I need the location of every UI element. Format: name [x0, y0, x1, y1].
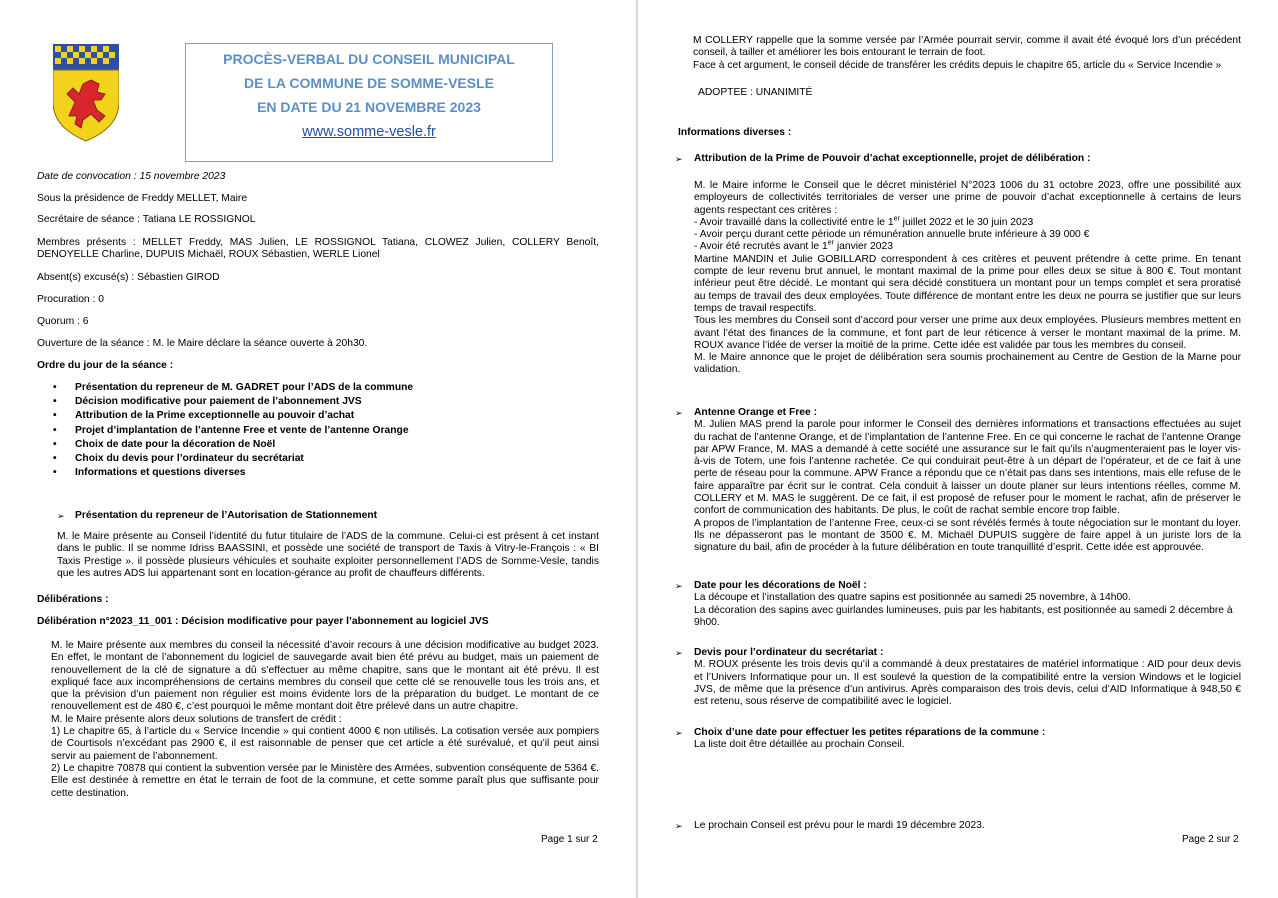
coat-of-arms-logo: [53, 44, 119, 142]
devis-title: Devis pour l’ordinateur du secrétariat :: [694, 647, 884, 658]
bullet-icon: •: [53, 382, 57, 393]
agenda-list: [53, 381, 555, 480]
prime-paragraph: Martine MANDIN et Julie GOBILLARD correspondent à ces critères et peuvent prétendre à cette prime. En tenant compte de leur revenu brut annuel, le montant maximal de la prime pour elles deux se situe à 800 €. Tout montant inférieur peut être décidé. Le montant qui sera décidé constituera un montant pour un temps complet et sera proratisé au temps de travail des deux employées. Toute différence de montant entre les deux ne pourra se justifier que sur leurs temps de travail respectifs.: [694, 253, 1241, 314]
arrow-bullet-icon: ➢: [675, 648, 683, 658]
title-line-2: DE LA COMMUNE DE SOMME-VESLE: [244, 75, 494, 91]
arrow-bullet-icon: ➢: [675, 821, 683, 831]
bullet-icon: •: [53, 424, 57, 436]
list-item: • Présentation du repreneur de M. GADRET pour l’ADS de la commune: [75, 381, 555, 395]
secretaire: Secrétaire de séance : Tatiana LE ROSSIGNOL: [37, 214, 256, 225]
repreneur-text: M. le Maire présente au Conseil l’identité du futur titulaire de l’ADS de la commune. Celui-ci est présent à cet instant dans le public. Il se nomme Idriss BAASSINI, et possède une société de transport de Taxis à Vitry-le-François : « BI Taxis Prestige ». il possède plusieurs véhicules et souhaite exploiter personnellement l’ADS de Somme-Vesle, tandis que les autres ADS lui appartenant sont en location-gérance au profit de chauffeurs différents.: [57, 531, 599, 579]
antenne-paragraph: M. Julien MAS prend la parole pour informer le Conseil des dernières informations et transactions effectuées au sujet du rachat de l’antenne Orange, et de l’implantation de l’antenne Free. En ce qui concerne le rachat de l’antenne Orange par APW France, M. MAS a demandé à cette société une assurance sur le fait qu’ils n’augmenteraient pas le loyer vis-à-vis de Totem, une fois l’antenne rachetée. Ce qui conduirait peut-être à un départ de l’opérateur, et de ce fait à une perte de réseau pour la commune. APW France a répondu que ce n’était pas dans ses intentions, mais elle refuse de le faire apparaître par écrit sur le contrat. Cela conduit à laisser un doute planer sur leurs intentions réelles, comme M. COLLERY et M. MAS le suggèrent. De ce fait, il est proposé de refuser pour le moment le rachat, afin de préserver le confort de communication des habitants. De plus, le coût de rachat semble encore trop faible.: [694, 419, 1241, 517]
deliberations-title: Délibérations :: [37, 594, 109, 605]
collery-paragraph: M COLLERY rappelle que la somme versée par l’Armée pourrait servir, comme il avait été évoqué lors d’un précédent conseil, à tailler et améliorer les bois entourant le terrain de foot.: [693, 35, 1241, 59]
prime-title: Attribution de la Prime de Pouvoir d’achat exceptionnelle, projet de délibération :: [694, 153, 1091, 164]
list-item: • Choix de date pour la décoration de Noël: [75, 438, 555, 452]
procuration: Procuration : 0: [37, 294, 104, 305]
arrow-bullet-icon: ➢: [57, 511, 65, 521]
deliberation-paragraph: M. le Maire présente aux membres du conseil la nécessité d’avoir recours à une décision modificative au budget 2023. En effet, le montant de l’abonnement du logiciel de sauvegarde avait bien été prévu au budget, mais un paiement de renouvellement de la clé de signature a dû s’effectuer au même chapitre, sans que le montant ait été prévu. Il est expliqué face aux incompréhensions de certains membres du conseil que cette clé se renouvelle tous les trois ans, et que la prévision d’un paiement non régulier est moins évidente lors de la préparation du budget. Le montant de ce renouvellement est de 480 €, c’est pourquoi le même montant doit être prélevé dans un autre chapitre.: [51, 640, 599, 713]
ordre-du-jour-title: Ordre du jour de la séance :: [37, 360, 174, 371]
prime-criterion: - Avoir été recrutés avant le 1er janvier 2023: [694, 240, 893, 253]
ouverture: Ouverture de la séance : M. le Maire déclare la séance ouverte à 20h30.: [37, 338, 368, 349]
bullet-icon: •: [53, 410, 57, 422]
devis-paragraph: M. ROUX présente les trois devis qu’il a commandé à deux prestataires de matériel informatique : AID pour deux devis et l’Univers Informatique pour un. Il est soulevé la question de la compatibilité entre la version Windows et le logiciel JVS, de même que la présence d’un antivirus. Après comparaison des trois devis, celui d’AID Informatique à 948,50 € est retenu, sous réserve de compatibilité avec le logiciel.: [694, 659, 1241, 708]
document-title-box: [185, 43, 553, 162]
noel-section: [694, 580, 1241, 629]
deliberation-title: Délibération n°2023_11_001 : Décision modificative pour payer l’abonnement au logiciel JVS: [37, 616, 489, 627]
antenne-title: Antenne Orange et Free :: [694, 407, 818, 418]
bullet-icon: •: [53, 438, 57, 450]
list-item: • Décision modificative pour paiement de l’abonnement JVS: [75, 395, 555, 409]
prime-paragraph: M. le Maire informe le Conseil que le décret ministériel N°2023 1006 du 31 octobre 2023, offre une possibilité aux employeurs de collectivités territoriales de verser une prime de pouvoir d’achat exceptionnelle à certains de leurs agents respectant ces critères :: [694, 180, 1241, 216]
page-1: [0, 0, 636, 898]
deliberation-body: [51, 640, 599, 800]
page-number: Page 1 sur 2: [541, 834, 598, 845]
bullet-icon: •: [53, 453, 57, 465]
reparations-paragraph: La liste doit être détaillée au prochain Conseil.: [694, 739, 905, 751]
arrow-bullet-icon: ➢: [675, 581, 683, 591]
noel-paragraph: La décoration des sapins avec guirlandes lumineuses, puis par les habitants, est positionnée au samedi 2 décembre à 9h00.: [694, 604, 1233, 628]
deliberation-paragraph: M. le Maire présente alors deux solutions de transfert de crédit :: [51, 713, 342, 725]
arrow-bullet-icon: ➢: [675, 728, 683, 738]
quorum: Quorum : 6: [37, 316, 89, 327]
bullet-icon: •: [53, 396, 57, 408]
reparations-title: Choix d’une date pour effectuer les petites réparations de la commune :: [694, 727, 1046, 738]
arrow-bullet-icon: ➢: [675, 154, 683, 164]
noel-paragraph: La découpe et l’installation des quatre sapins est positionnée au samedi 25 novembre, à 14h00.: [694, 592, 1131, 604]
prime-paragraph: Tous les membres du Conseil sont d’accord pour verser une prime aux deux employées. Plusieurs membres mettent en avant l’état des finances de la commune, et font part de leur réticence à verser le montant maximal de la prime. M. ROUX avance l’idée de verser la moitié de la prime. Cette idée est validée par tous les membres du conseil.: [694, 315, 1241, 351]
prime-criterion: - Avoir travaillé dans la collectivité entre le 1er juillet 2022 et le 30 juin 2023: [694, 215, 1034, 228]
deliberation-paragraph: 1) Le chapitre 65, à l’article du « Service Incendie » qui contient 4000 € non utilisés. La cotisation versée aux pompiers de Courtisols n’excédant pas 2900 €, il est raisonnable de penser que cet article a été surévalué, et qu’il peut ainsi servir au paiement de l’abonnement.: [51, 726, 599, 762]
prime-criterion: - Avoir perçu durant cette période un rémunération annuelle brute inférieure à 39 000 €: [694, 229, 1090, 241]
face-paragraph: Face à cet argument, le conseil décide de transférer les crédits depuis le chapitre 65, article du « Service Incendie »: [693, 59, 1222, 71]
presidence: Sous la présidence de Freddy MELLET, Maire: [37, 193, 248, 204]
adoptee-status: ADOPTEE : UNANIMITÉ: [698, 87, 813, 98]
deliberation-paragraph: 2) Le chapitre 70878 qui contient la subvention versée par le Ministère des Armées, subvention conséquente de 5364 €. Elle est destinée à remettre en état le terrain de foot de la commune, et cette somme paraît plus que suffisante pour cette destination.: [51, 762, 599, 799]
list-item: • Projet d’implantation de l’antenne Free et vente de l’antenne Orange: [75, 424, 555, 438]
page-number: Page 2 sur 2: [1182, 834, 1239, 845]
convocation-date: Date de convocation : 15 novembre 2023: [37, 171, 226, 182]
devis-section: [694, 647, 1241, 708]
title-line-3: EN DATE DU 21 NOVEMBRE 2023: [257, 99, 481, 115]
website-link[interactable]: www.somme-vesle.fr: [302, 124, 436, 140]
list-item: • Attribution de la Prime exceptionnelle au pouvoir d’achat: [75, 409, 555, 423]
page-2: [638, 0, 1278, 898]
list-item: • Choix du devis pour l’ordinateur du secrétariat: [75, 452, 555, 466]
prime-paragraph: M. le Maire annonce que le projet de délibération sera soumis prochainement au Centre de Gestion de la Marne pour validation.: [694, 352, 1241, 376]
repreneur-title: Présentation du repreneur de l’Autorisation de Stationnement: [75, 510, 378, 521]
membres-presents: Membres présents : MELLET Freddy, MAS Julien, LE ROSSIGNOL Tatiana, CLOWEZ Julien, COLLERY Benoît, DENOYELLE Charline, DUPUIS Michaël, ROUX Sébastien, WERLE Lionel: [37, 237, 599, 261]
collery-block: [693, 35, 1241, 72]
antenne-section: [694, 407, 1241, 555]
bullet-icon: •: [53, 467, 57, 479]
noel-title: Date pour les décorations de Noël :: [694, 580, 867, 591]
antenne-paragraph: A propos de l’implantation de l’antenne Free, ceux-ci se sont révélés fermés à toute négociation sur le montant du loyer. Ils ne dépasseront pas le montant de 3500 €. M. Michaël DUPUIS suggère de faire appel à un juriste lors de la signature du bail, afin de procéder à la future délibération en toute tranquillité d’esprit. Cette idée est approuvée.: [694, 517, 1241, 554]
arrow-bullet-icon: ➢: [675, 408, 683, 418]
prochain-conseil: Le prochain Conseil est prévu pour le mardi 19 décembre 2023.: [694, 820, 985, 831]
list-item: • Informations et questions diverses: [75, 466, 555, 480]
informations-title: Informations diverses :: [678, 127, 792, 138]
absents: Absent(s) excusé(s) : Sébastien GIROD: [37, 272, 220, 283]
prime-body: [694, 180, 1241, 377]
reparations-section: [694, 727, 1241, 752]
title-line-1: PROCÈS-VERBAL DU CONSEIL MUNICIPAL: [223, 51, 515, 67]
